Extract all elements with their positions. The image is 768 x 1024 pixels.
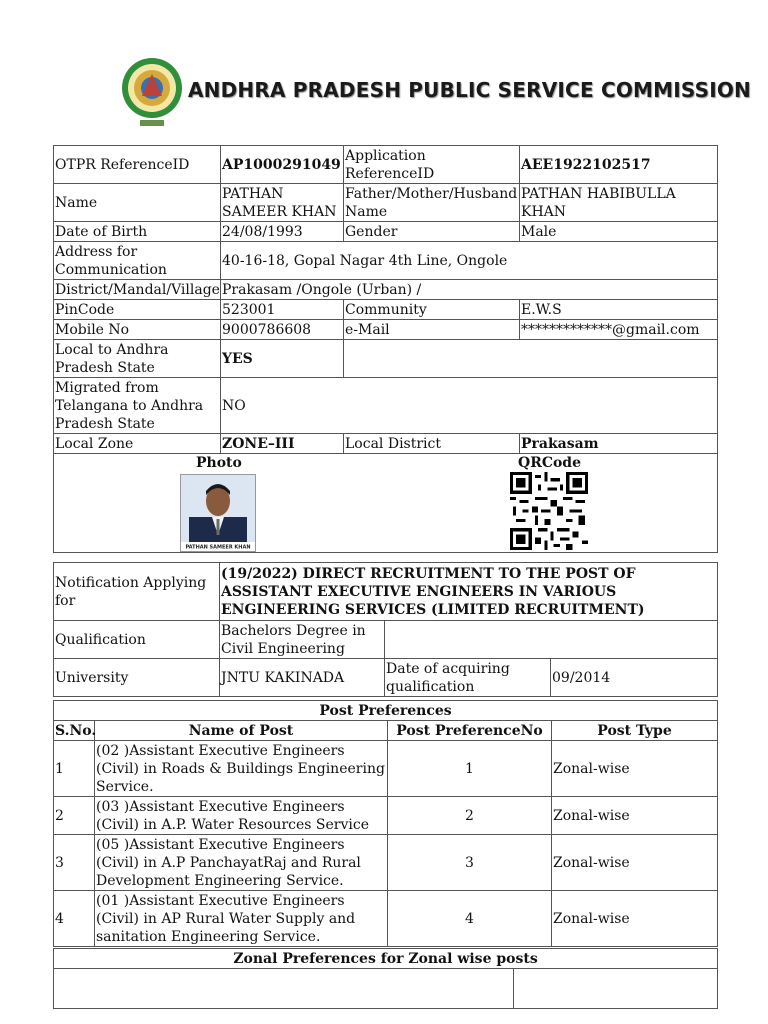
app-ref-label: Application ReferenceID (344, 146, 520, 184)
row-pref: 1 (388, 741, 552, 797)
photo-caption: PATHAN SAMEER KHAN (185, 544, 251, 551)
app-ref-value: AEE1922102517 (520, 146, 718, 184)
parent-value: PATHAN HABIBULLA KHAN (520, 184, 718, 222)
address-label: Address for Communication (54, 242, 221, 280)
row-pref: 2 (388, 797, 552, 835)
notif-label: Notification Applying for (54, 563, 220, 621)
mobile-value: 9000786608 (221, 320, 344, 340)
local-district-label: Local District (344, 434, 520, 454)
row-post: (02 )Assistant Executive Engineers (Civil) in Roads & Buildings Engineering Service. (95, 741, 388, 797)
qr-code-icon (510, 472, 588, 550)
name-value: PATHAN SAMEER KHAN (221, 184, 344, 222)
notif-value: (19/2022) DIRECT RECRUITMENT TO THE POST OF ASSISTANT EXECUTIVE ENGINEERS IN VARIOUS ENGINEERING SERVICES (LIMITED RECRUITMENT) (220, 563, 718, 621)
univ-value: JNTU KAKINADA (220, 659, 385, 697)
row-sno: 4 (54, 891, 95, 947)
post-prefs-title: Post Preferences (54, 701, 718, 721)
community-value: E.W.S (520, 300, 718, 320)
address-value: 40-16-18, Gopal Nagar 4th Line, Ongole (221, 242, 718, 280)
page-title: ANDHRA PRADESH PUBLIC SERVICE COMMISSION (188, 78, 751, 102)
post-preferences-table (53, 700, 718, 947)
acq-label: Date of acquiring qualification (385, 659, 551, 697)
mobile-label: Mobile No (54, 320, 221, 340)
local-label: Local to Andhra Pradesh State (54, 340, 221, 378)
row-post: (03 )Assistant Executive Engineers (Civil) in A.P. Water Resources Service (95, 797, 388, 835)
otpr-value: AP1000291049 (221, 146, 344, 184)
gender-value: Male (520, 222, 718, 242)
email-value: *************@gmail.com (520, 320, 718, 340)
row-pref: 4 (388, 891, 552, 947)
pincode-label: PinCode (54, 300, 221, 320)
migrated-value: NO (221, 378, 718, 434)
table-row (54, 835, 718, 891)
otpr-label: OTPR ReferenceID (54, 146, 221, 184)
row-sno: 1 (54, 741, 95, 797)
acq-value: 09/2014 (551, 659, 718, 697)
row-type: Zonal-wise (552, 891, 718, 947)
qual-label: Qualification (54, 621, 220, 659)
col-header-pref: Post PreferenceNo (388, 721, 552, 741)
pincode-value: 523001 (221, 300, 344, 320)
name-label: Name (54, 184, 221, 222)
photo-qr-cell (54, 454, 718, 553)
empty-cell (344, 340, 718, 378)
district-label: District/Mandal/Village (55, 281, 220, 298)
row-post: (01 )Assistant Executive Engineers (Civil) in AP Rural Water Supply and sanitation Engineering Service. (95, 891, 388, 947)
gender-label: Gender (344, 222, 520, 242)
univ-label: University (54, 659, 220, 697)
table-row (54, 891, 718, 947)
dob-label: Date of Birth (54, 222, 221, 242)
local-district-value: Prakasam (520, 434, 718, 454)
notification-table (53, 562, 718, 697)
district-value: Prakasam /Ongole (Urban) / (221, 280, 718, 300)
table-row (54, 741, 718, 797)
applicant-photo (180, 474, 256, 552)
empty-cell (514, 969, 718, 1009)
empty-cell (54, 969, 514, 1009)
migrated-label: Migrated from Telangana to Andhra Pradesh State (54, 378, 221, 434)
community-label: Community (344, 300, 520, 320)
qual-value: Bachelors Degree in Civil Engineering (220, 621, 385, 659)
zonal-preferences-table (53, 948, 718, 1009)
empty-cell (385, 621, 718, 659)
zonal-title: Zonal Preferences for Zonal wise posts (54, 949, 718, 969)
row-post: (05 )Assistant Executive Engineers (Civil) in A.P PanchayatRaj and Rural Development Engineering Service. (95, 835, 388, 891)
col-header-type: Post Type (552, 721, 718, 741)
row-type: Zonal-wise (552, 797, 718, 835)
page-header (0, 0, 768, 140)
local-value: YES (221, 340, 344, 378)
dob-value: 24/08/1993 (221, 222, 344, 242)
row-type: Zonal-wise (552, 741, 718, 797)
parent-label: Father/Mother/Husband Name (344, 184, 520, 222)
row-sno: 2 (54, 797, 95, 835)
row-sno: 3 (54, 835, 95, 891)
appsc-emblem-icon (120, 56, 184, 134)
row-pref: 3 (388, 835, 552, 891)
photo-label: Photo (196, 455, 242, 471)
applicant-details-table (53, 145, 718, 553)
col-header-post: Name of Post (95, 721, 388, 741)
zone-label: Local Zone (54, 434, 221, 454)
email-label: e-Mail (344, 320, 520, 340)
qr-label: QRCode (518, 455, 582, 471)
table-row (54, 797, 718, 835)
zone-value: ZONE–III (221, 434, 344, 454)
col-header-sno: S.No. (55, 722, 97, 739)
row-type: Zonal-wise (552, 835, 718, 891)
